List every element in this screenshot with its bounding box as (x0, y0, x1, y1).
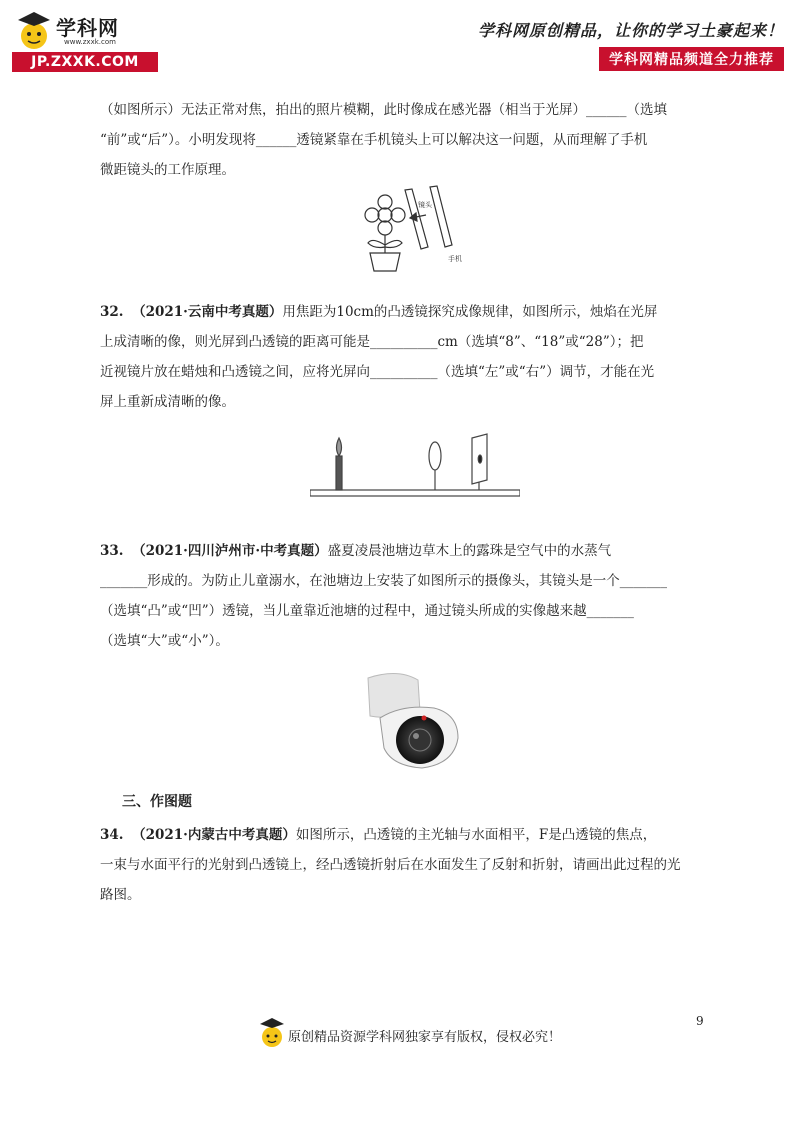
text-line: 微距镜头的工作原理。 (100, 162, 235, 178)
question-source: （2021·云南中考真题） (132, 304, 283, 320)
text-line: 近视镜片放在蜡烛和凸透镜之间，应将光屏向__________（选填“左”或“右”）调节，才能在光 (100, 364, 655, 380)
footer-text: 原创精品资源学科网独家享有版权，侵权必究！ (288, 1030, 562, 1045)
text-line: 如图所示，凸透镜的主光轴与水面相平，F是凸透镜的焦点， (295, 827, 657, 843)
text-line: “前”或“后”）。小明发现将______透镜紧靠在手机镜头上可以解决这一问题，从而理解了手机 (100, 132, 648, 148)
logo-url: www.zxxk.com (64, 38, 116, 46)
text-line: （选填“大”或“小”）。 (100, 633, 229, 649)
text-line: 上成清晰的像，则光屏到凸透镜的距离可能是__________cm（选填“8”、“18”或“28”）；把 (100, 334, 644, 350)
site-logo (12, 10, 162, 74)
question-32 (100, 297, 710, 417)
section-title: 三、作图题 (122, 794, 192, 810)
slogan-text: 学科网原创精品，让你的学习土豪起来！ (477, 21, 784, 40)
optical-bench-figure (310, 430, 520, 506)
question-source: （2021·内蒙古中考真题） (132, 827, 296, 843)
figure-label: 手机 (448, 255, 462, 263)
logo-name: 学科网 (56, 16, 119, 40)
text-line: （选填“凸”或“凹”）透镜，当儿童靠近池塘的过程中，通过镜头所成的实像越来越_______ (100, 603, 634, 619)
text-line: （如图所示）无法正常对焦，拍出的照片模糊，此时像成在感光器（相当于光屏）______（选填 (100, 102, 667, 118)
page-number: 9 (696, 1014, 704, 1028)
question-number: 34. (100, 827, 124, 843)
camera-figure (358, 668, 468, 772)
question-33 (100, 536, 710, 656)
question-34 (100, 820, 710, 910)
text-line: _______形成的。为防止儿童溺水，在池塘边上安装了如图所示的摄像头，其镜头是一个_______ (100, 573, 667, 589)
text-line: 用焦距为10cm的凸透镜探究成像规律，如图所示，烛焰在光屏 (282, 304, 658, 320)
mascot-icon (14, 10, 54, 52)
logo-badge: JP.ZXXK.COM (12, 52, 158, 72)
slogan-badge: 学科网精品频道全力推荐 (599, 47, 784, 71)
question-number: 32. (100, 304, 124, 320)
text-line: 一束与水面平行的光射到凸透镜上，经凸透镜折射后在水面发生了反射和折射，请画出此过程的光 (100, 857, 681, 873)
question-number: 33. (100, 543, 124, 559)
question-source: （2021·四川泸州市·中考真题） (132, 543, 328, 559)
mascot-icon (258, 1016, 286, 1050)
header-slogan (478, 18, 784, 71)
flower-phone-figure (360, 185, 475, 277)
text-line: 屏上重新成清晰的像。 (100, 394, 235, 410)
text-line: 盛夏凌晨池塘边草木上的露珠是空气中的水蒸气 (327, 543, 612, 559)
text-line: 路图。 (100, 887, 141, 903)
q31-continuation (100, 95, 710, 185)
figure-label: 镜头 (418, 201, 432, 209)
